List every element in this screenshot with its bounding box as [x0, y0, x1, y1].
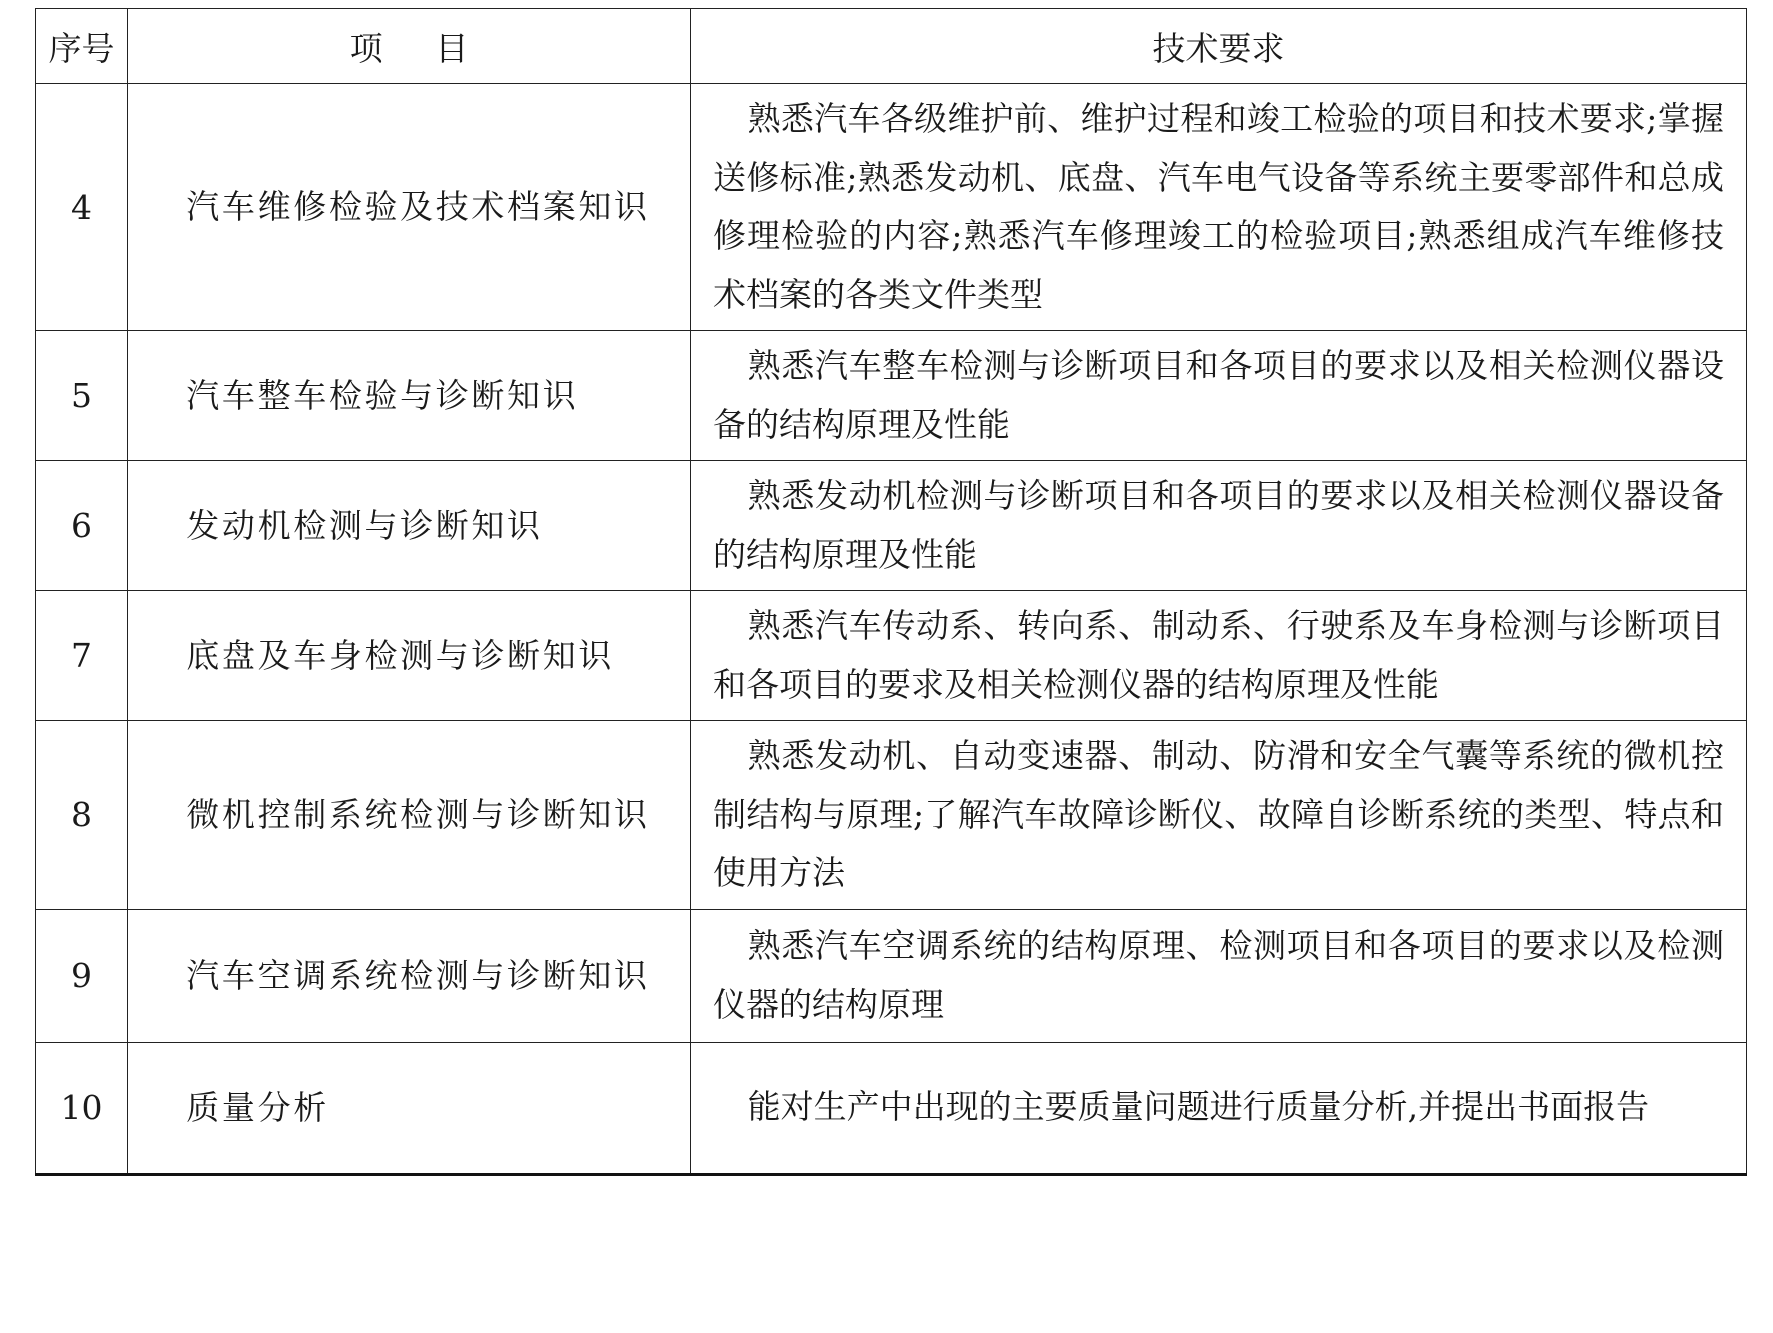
- row-item: [128, 909, 691, 1042]
- table-row: [36, 1042, 1747, 1174]
- row-item-text: 微机控制系统检测与诊断知识: [186, 794, 650, 834]
- row-requirement-text: 熟悉发动机检测与诊断项目和各项目的要求以及相关检测仪器设备的结构原理及性能: [713, 476, 1724, 574]
- header-requirement: 技术要求: [691, 9, 1747, 84]
- row-no: 4: [36, 84, 128, 331]
- requirements-table: [35, 8, 1747, 1176]
- row-requirement: [691, 461, 1747, 591]
- header-row: [36, 9, 1747, 84]
- row-no: 8: [36, 721, 128, 910]
- row-requirement: [691, 331, 1747, 461]
- table-row: [36, 84, 1747, 331]
- table-row: [36, 909, 1747, 1042]
- row-requirement-text: 熟悉汽车传动系、转向系、制动系、行驶系及车身检测与诊断项目和各项目的要求及相关检测仪器的结构原理及性能: [713, 606, 1724, 704]
- row-requirement-text: 熟悉汽车整车检测与诊断项目和各项目的要求以及相关检测仪器设备的结构原理及性能: [713, 346, 1724, 444]
- row-requirement: [691, 84, 1747, 331]
- row-requirement-text: 熟悉汽车各级维护前、维护过程和竣工检验的项目和技术要求;掌握送修标准;熟悉发动机、底盘、汽车电气设备等系统主要零部件和总成修理检验的内容;熟悉汽车修理竣工的检验项目;熟悉组成汽车维修技术档案的各类文件类型: [713, 99, 1724, 314]
- row-item-text: 质量分析: [186, 1087, 329, 1127]
- row-item-text: 汽车维修检验及技术档案知识: [186, 187, 650, 226]
- row-requirement: [691, 591, 1747, 721]
- row-requirement-text: 能对生产中出现的主要质量问题进行质量分析,并提出书面报告: [747, 1087, 1650, 1127]
- table-body: [36, 84, 1747, 1175]
- table-row: [36, 591, 1747, 721]
- row-requirement: [691, 909, 1747, 1042]
- row-requirement-text: 熟悉汽车空调系统的结构原理、检测项目和各项目的要求以及检测仪器的结构原理: [713, 926, 1724, 1024]
- row-item: [128, 84, 691, 331]
- row-item-text: 汽车空调系统检测与诊断知识: [186, 955, 650, 995]
- row-no: 9: [36, 909, 128, 1042]
- row-item: [128, 721, 691, 910]
- row-no: 6: [36, 461, 128, 591]
- table-row: [36, 461, 1747, 591]
- header-item: [128, 9, 691, 84]
- row-requirement: [691, 1042, 1747, 1174]
- table-row: [36, 331, 1747, 461]
- table-header: [36, 9, 1747, 84]
- row-item: [128, 591, 691, 721]
- header-item-label: 项目: [349, 28, 522, 68]
- row-requirement: [691, 721, 1747, 910]
- row-item-text: 发动机检测与诊断知识: [186, 505, 543, 545]
- header-no: 序号: [36, 9, 128, 84]
- row-item: [128, 331, 691, 461]
- table-row: [36, 721, 1747, 910]
- row-no: 5: [36, 331, 128, 461]
- row-item-text: 底盘及车身检测与诊断知识: [186, 635, 614, 675]
- row-requirement-text: 熟悉发动机、自动变速器、制动、防滑和安全气囊等系统的微机控制结构与原理;了解汽车故障诊断仪、故障自诊断系统的类型、特点和使用方法: [713, 736, 1724, 892]
- row-item-text: 汽车整车检验与诊断知识: [186, 375, 579, 415]
- row-no: 7: [36, 591, 128, 721]
- row-item: [128, 461, 691, 591]
- row-no: 10: [36, 1042, 128, 1174]
- row-item: [128, 1042, 691, 1174]
